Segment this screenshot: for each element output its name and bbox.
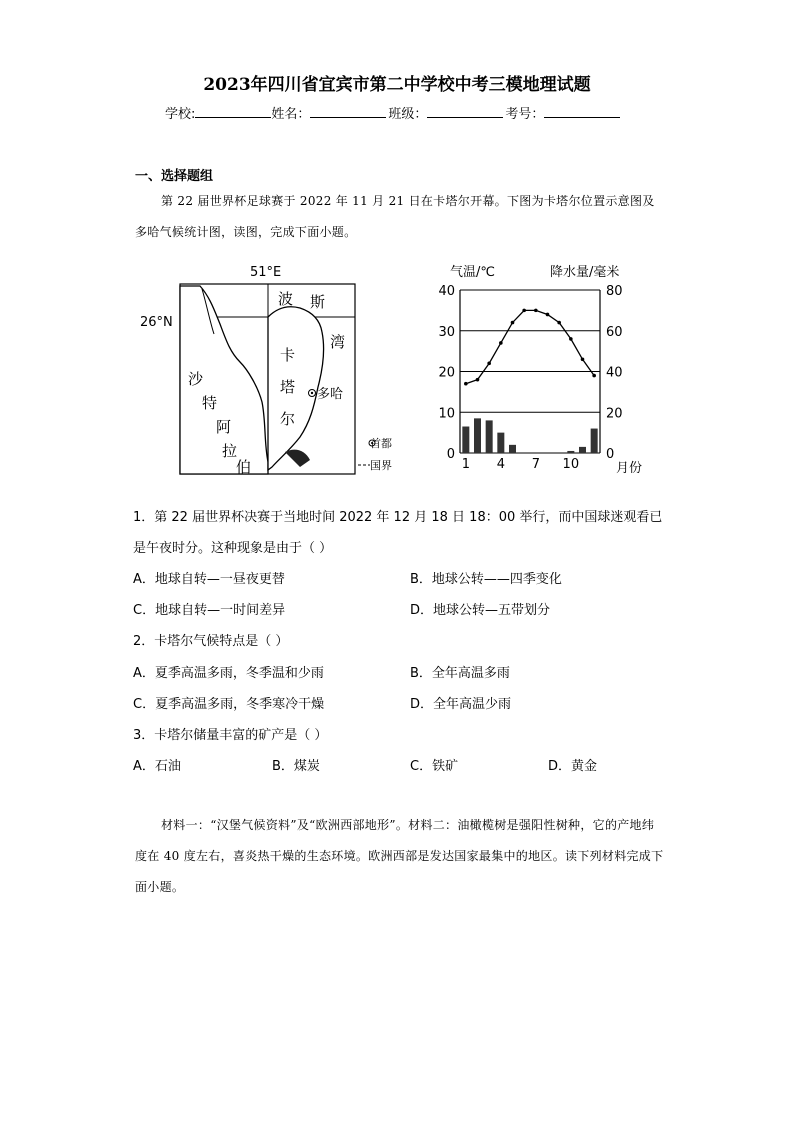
school-blank [195, 103, 271, 118]
school-label: 学校: [165, 107, 196, 122]
temperature-point [487, 362, 491, 366]
qatar-peninsula [268, 307, 324, 470]
temperature-point [592, 374, 596, 378]
q3-option-a[interactable]: A．石油 [133, 759, 181, 774]
question-3-stem: 3．卡塔尔储量丰富的矿产是（ ） [133, 728, 328, 743]
temperature-point [581, 357, 585, 361]
doha-label: 多哈 [317, 387, 344, 402]
saudi-char-3: 阿 [216, 418, 232, 436]
precipitation-bar [462, 427, 469, 453]
temperature-point [534, 309, 538, 313]
temperature-point [511, 321, 515, 325]
chart-left-tick-label: 10 [438, 406, 455, 422]
temperature-point [464, 382, 468, 386]
q3-option-b[interactable]: B．煤炭 [272, 759, 320, 774]
island-shape [285, 450, 310, 467]
q3-option-d[interactable]: D．黄金 [548, 759, 598, 774]
precipitation-bar [591, 429, 598, 453]
saudi-char-4: 拉 [222, 442, 238, 460]
intro-paragraph-2: 材料一：“汉堡气候资料”及“欧洲西部地形”。材料二：油橄榄树是强阳性树种，它的产地纬度在 40 度左右，喜炎热干燥的生态环境。欧洲西部是发达国家最集中的地区。读下列材料完成下面小题。 [135, 818, 664, 894]
name-label: 姓名： [271, 107, 311, 122]
intro-paragraph-1: 第 22 届世界杯足球赛于 2022 年 11 月 21 日在卡塔尔开幕。下图为卡塔尔位置示意图及多哈气候统计图，读图，完成下面小题。 [135, 194, 655, 239]
temperature-point [522, 309, 526, 313]
chart-right-tick-label: 80 [606, 284, 623, 299]
chart-right-tick-label: 40 [606, 365, 623, 381]
chart-left-tick-label: 0 [446, 447, 455, 462]
qatar-char-1: 卡 [280, 346, 296, 364]
sea-char-3: 湾 [330, 333, 346, 351]
chart-x-tick-label: 7 [531, 457, 540, 472]
legend-capital-label: 首都 [370, 437, 392, 450]
precipitation-bar [509, 445, 516, 453]
q3-option-c[interactable]: C．铁矿 [410, 759, 459, 774]
question-1-stem-cont: 是午夜时分。这种现象是由于（ ） [133, 541, 333, 556]
precipitation-bar [567, 451, 574, 453]
q1-option-b[interactable]: B．地球公转——四季变化 [410, 572, 562, 587]
question-2-stem: 2．卡塔尔气候特点是（ ） [133, 634, 289, 649]
exam-no-blank [544, 103, 620, 118]
chart-x-tick-label: 1 [461, 457, 470, 472]
section-heading: 一、选择题组 [135, 169, 214, 184]
sea-char-1: 波 [278, 290, 294, 308]
qatar-location-map [140, 262, 392, 477]
chart-right-tick-label: 0 [606, 447, 615, 462]
legend-border-label: 国界 [370, 459, 392, 472]
class-blank [427, 103, 503, 118]
longitude-label: 51°E [250, 265, 282, 280]
temperature-point [569, 337, 573, 341]
chart-left-tick-label: 40 [438, 284, 455, 299]
q2-option-c[interactable]: C．夏季高温多雨，冬季寒冷干燥 [133, 697, 325, 712]
temperature-point [499, 341, 503, 345]
doha-climate-chart [430, 262, 670, 477]
q1-option-c[interactable]: C．地球自转—一时间差异 [133, 603, 286, 618]
latitude-label: 26°N [140, 315, 173, 330]
q2-option-d[interactable]: D．全年高温少雨 [410, 697, 512, 712]
saudi-char-2: 特 [202, 394, 218, 412]
qatar-char-3: 尔 [280, 410, 296, 428]
class-label: 班级： [388, 107, 428, 122]
name-blank [310, 103, 386, 118]
chart-right-tick-label: 60 [606, 324, 623, 340]
exam-no-label: 考号： [505, 107, 545, 122]
chart-right-tick-label: 20 [606, 406, 623, 422]
precipitation-bar [579, 447, 586, 453]
qatar-char-2: 塔 [280, 378, 296, 396]
chart-left-axis-label: 气温/℃ [450, 265, 495, 280]
chart-x-tick-label: 4 [496, 457, 505, 472]
precipitation-bar [497, 433, 504, 453]
question-1-stem: 1．第 22 届世界杯决赛于当地时间 2022 年 12 月 18 日 18：00 举行，而中国球迷观看已 [133, 510, 663, 525]
chart-right-axis-label: 降水量/毫米 [550, 265, 620, 280]
q1-option-a[interactable]: A．地球自转—一昼夜更替 [133, 572, 285, 587]
chart-left-tick-label: 20 [438, 365, 455, 381]
chart-x-tick-label: 10 [562, 457, 580, 472]
sea-char-2: 斯 [310, 293, 326, 311]
chart-left-tick-label: 30 [438, 324, 455, 340]
saudi-char-1: 沙 [188, 370, 204, 388]
q2-option-a[interactable]: A．夏季高温多雨，冬季温和少雨 [133, 666, 324, 681]
chart-x-axis-label: 月份 [616, 461, 643, 476]
precipitation-bar [486, 420, 493, 453]
page-title: 2023年四川省宜宾市第二中学校中考三模地理试题 [203, 75, 591, 95]
temperature-point [546, 313, 550, 317]
q2-option-b[interactable]: B．全年高温多雨 [410, 666, 510, 681]
precipitation-bar [474, 418, 481, 453]
temperature-point [476, 378, 480, 382]
saudi-char-5: 伯 [236, 458, 252, 476]
temperature-line [466, 310, 594, 383]
student-info-line [165, 103, 620, 122]
q1-option-d[interactable]: D．地球公转—五带划分 [410, 603, 551, 618]
temperature-point [557, 321, 561, 325]
